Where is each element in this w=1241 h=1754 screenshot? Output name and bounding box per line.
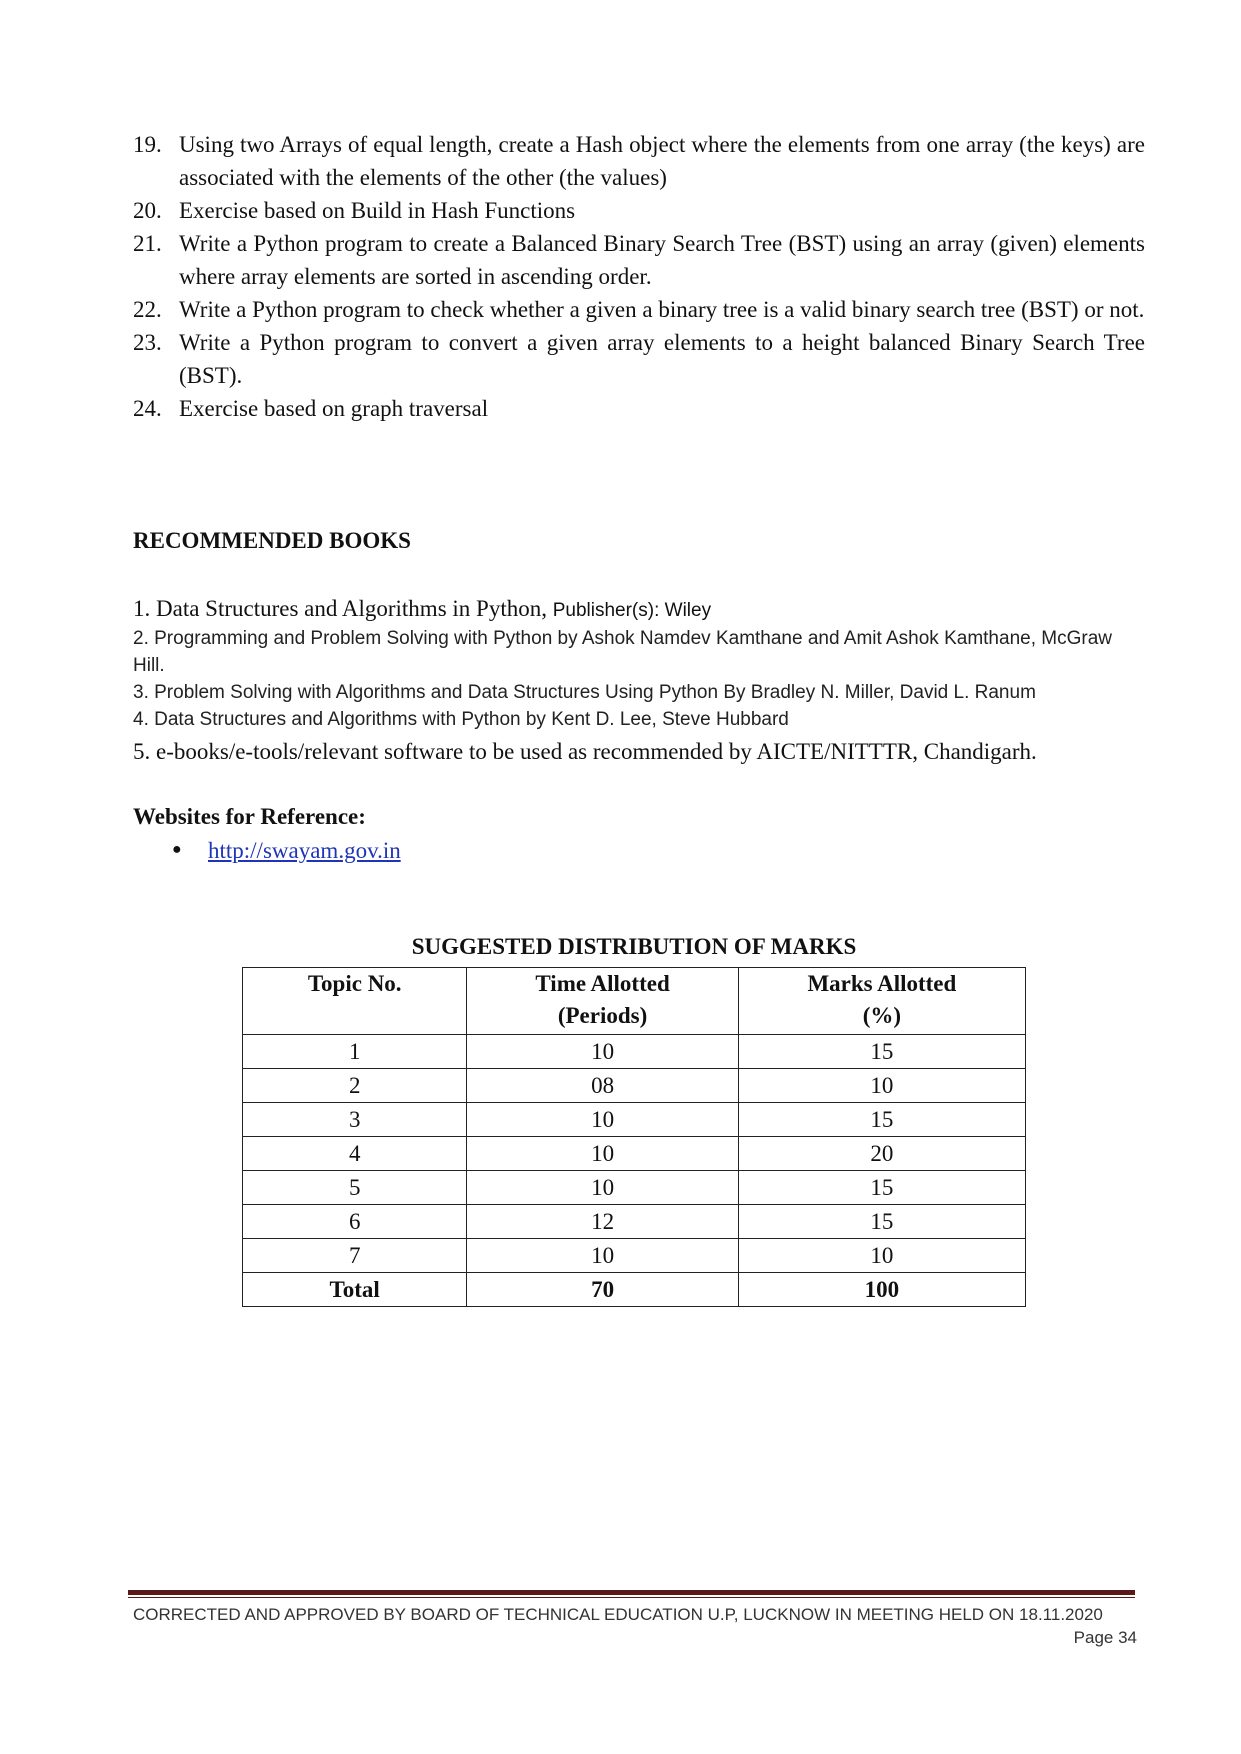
table-row: [243, 1069, 1026, 1103]
exercise-number: 19.: [133, 132, 162, 157]
topic-cell: 3: [243, 1103, 467, 1137]
time-cell: 10: [467, 1171, 738, 1205]
exercise-text: Using two Arrays of equal length, create a Hash object where the elements from one array (the keys) are associated with the elements of the other (the values): [179, 132, 1145, 190]
time-cell: 08: [467, 1069, 738, 1103]
footer-divider: [128, 1590, 1135, 1595]
book-item-3: 3. Problem Solving with Algorithms and Data Structures Using Python By Bradley N. Miller, David L. Ranum: [133, 682, 1036, 703]
book-item-5: 5. e-books/e-tools/relevant software to be used as recommended by AICTE/NITTTR, Chandigarh.: [133, 739, 1037, 764]
time-cell: 10: [467, 1035, 738, 1069]
marks-distribution-table: [242, 967, 1026, 1307]
marks-cell: 15: [738, 1205, 1025, 1239]
book-1-publisher: Publisher(s): Wiley: [552, 600, 712, 621]
exercise-item: [133, 293, 1145, 326]
websites-heading: Websites for Reference:: [133, 804, 366, 829]
topic-cell: 7: [243, 1239, 467, 1273]
book-item-2: 2. Programming and Problem Solving with Python by Ashok Namdev Kamthane and Amit Ashok Kamthane, McGraw Hill.: [133, 628, 1112, 676]
table-row: [243, 1171, 1026, 1205]
header-topic-no: Topic No.: [243, 968, 467, 1035]
header-marks-allotted: Marks Allotted (%): [738, 968, 1025, 1035]
table-total-row: [243, 1273, 1026, 1307]
footer-approval-text: CORRECTED AND APPROVED BY BOARD OF TECHNICAL EDUCATION U.P, LUCKNOW IN MEETING HELD ON 18.11.2020: [133, 1605, 1103, 1624]
topic-cell: 5: [243, 1171, 467, 1205]
exercise-text: Write a Python program to check whether a given a binary tree is a valid binary search tree (BST) or not.: [179, 297, 1145, 322]
exercise-text: Exercise based on graph traversal: [179, 396, 489, 421]
table-row: [243, 1239, 1026, 1273]
book-item-4: 4. Data Structures and Algorithms with Python by Kent D. Lee, Steve Hubbard: [133, 709, 789, 730]
page-number: Page 34: [1073, 1628, 1137, 1647]
exercise-text: Write a Python program to create a Balanced Binary Search Tree (BST) using an array (given) elements where array elements are sorted in ascending order.: [179, 231, 1145, 289]
exercise-number: 20.: [133, 198, 162, 223]
exercise-number: 21.: [133, 231, 162, 256]
book-1-title: 1. Data Structures and Algorithms in Python,: [133, 596, 547, 621]
time-cell: 10: [467, 1103, 738, 1137]
marks-cell: 10: [738, 1069, 1025, 1103]
exercise-item: [133, 227, 1145, 293]
exercise-number: 23.: [133, 330, 162, 355]
exercise-item: [133, 194, 1145, 227]
marks-cell: 15: [738, 1171, 1025, 1205]
website-list-item: [172, 838, 401, 864]
table-row: [243, 1103, 1026, 1137]
swayam-link[interactable]: http://swayam.gov.in: [208, 838, 401, 863]
recommended-books-heading: RECOMMENDED BOOKS: [133, 528, 411, 553]
bullet-icon: ●: [172, 840, 182, 858]
time-cell: 12: [467, 1205, 738, 1239]
time-cell: 10: [467, 1137, 738, 1171]
header-time-allotted: Time Allotted (Periods): [467, 968, 738, 1035]
total-label: Total: [243, 1273, 467, 1307]
table-header-row: [243, 968, 1026, 1035]
total-time: 70: [467, 1273, 738, 1307]
table-row: [243, 1205, 1026, 1239]
exercise-text: Exercise based on Build in Hash Functions: [179, 198, 576, 223]
exercise-number: 24.: [133, 396, 162, 421]
marks-table-title: SUGGESTED DISTRIBUTION OF MARKS: [411, 934, 857, 959]
footer-divider-thin: [128, 1597, 1135, 1598]
exercise-item: [133, 326, 1145, 392]
time-cell: 10: [467, 1239, 738, 1273]
exercise-text: Write a Python program to convert a given array elements to a height balanced Binary Search Tree (BST).: [179, 330, 1145, 388]
topic-cell: 1: [243, 1035, 467, 1069]
marks-cell: 20: [738, 1137, 1025, 1171]
exercise-number: 22.: [133, 297, 162, 322]
marks-cell: 15: [738, 1103, 1025, 1137]
exercise-item: [133, 128, 1145, 194]
topic-cell: 4: [243, 1137, 467, 1171]
exercise-list: [133, 128, 1145, 425]
marks-cell: 15: [738, 1035, 1025, 1069]
marks-cell: 10: [738, 1239, 1025, 1273]
book-list: [133, 594, 1145, 767]
topic-cell: 6: [243, 1205, 467, 1239]
exercise-item: [133, 392, 1145, 425]
table-row: [243, 1137, 1026, 1171]
book-item-1: [133, 594, 1145, 625]
topic-cell: 2: [243, 1069, 467, 1103]
total-marks: 100: [738, 1273, 1025, 1307]
table-row: [243, 1035, 1026, 1069]
